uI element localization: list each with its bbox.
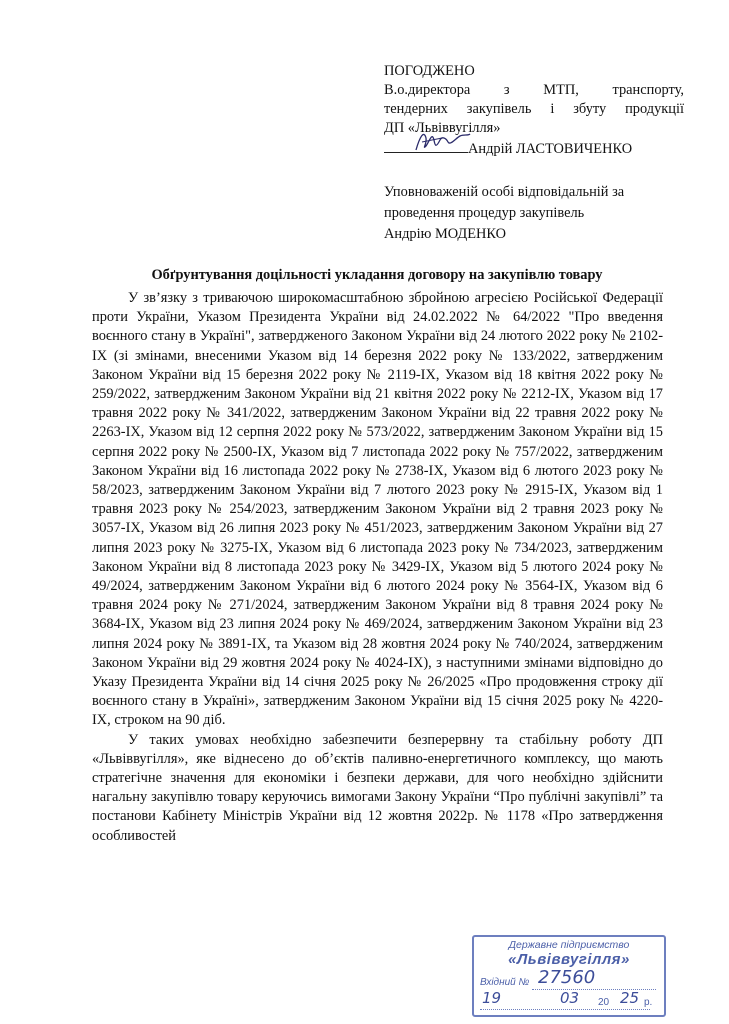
stamp-incoming-number: 27560: [538, 967, 596, 988]
stamp-r-suffix: р.: [644, 997, 653, 1008]
stamp-org-type: Державне підприємство: [508, 939, 630, 951]
signature-row: [384, 138, 684, 159]
stamp-day: 19: [482, 989, 502, 1007]
stamp-date-underline: [480, 1009, 650, 1010]
body-paragraph-2: У таких умовах необхідно забезпечити безперервну та стабільну роботу ДП «Львіввугілля», яке віднесено до об’єктів паливно-енергетичного комплексу, що мають стратегічне значення для економіки і безпеки держави, для чого необхідно здійснити нагальну закупівлю товару керуючись вимогами Закону України “Про публічні закупівлі” та постанови Кабінету Міністрів України від 12 жовтня 2022р. № 1178 «Про затвердження особливостей: [92, 731, 663, 844]
approval-position-line1: В.о.директора з МТП, транспорту,: [384, 82, 684, 98]
registration-stamp: [472, 935, 666, 1017]
body-paragraph-1: У зв’язку з триваючою широкомасштабною збройною агресією Російської Федерації проти України, Указом Президента України від 24.02.2022 № 64/2022 "Про введення воєнного стану в Україні", затвердженого Законом України від 24 лютого 2022 року № 2102-IX (зі змінами, внесеними Указом від 14 березня 2022 року № 133/2022, затвердженим Законом України від 15 березня 2022 року № 2119-IX, Указом від 18 квітня 2022 року № 259/2022, затвердженим Законом України від 21 квітня 2022 року № 2212-IX, Указом від 17 травня 2022 року № 341/2022, затвердженим Законом України від 22 травня 2022 року № 2263-IX, Указом від 12 серпня 2022 року № 573/2022, затвердженим Законом України від 15 серпня 2022 року № 2500-IX, Указом від 7 листопада 2022 року № 757/2022, затвердженим Законом України від 16 листопада 2022 року № 2738-IX, Указом від 6 лютого 2023 року № 58/2023, затвердженим Законом України від 7 лютого 2023 року № 2915-IX, Указом від 1 травня 2023 року № 254/2023, затвердженим Законом України від 2 травня 2023 року № 3057-IX, Указом від 26 липня 2023 року № 451/2023, затвердженим Законом України від 27 липня 2023 року № 3275-IX, Указом від 6 листопада 2023 року № 734/2023, затвердженим Законом України від 8 листопада 2023 року № 3429-IX, Указом від 5 лютого 2024 року № 49/2024, затвердженим Законом України від 6 лютого 2024 року № 3564-IX, Указом від 6 травня 2024 року № 271/2024, затвердженим Законом України від 8 травня 2024 року № 3684-IX, Указом від 23 липня 2024 року № 469/2024, затвердженим Законом України від 23 липня 2024 року № 3891-IX, та Указом від 28 жовтня 2024 року № 740/2024, затвердженим Законом України від 29 жовтня 2024 року № 4024-IX), з наступними змінами відповідно до Указу Президента України від 14 січня 2025 року № 26/2025 «Про продовження строку дії воєнного стану в Україні», затвердженим Законом України від 15 січня 2025 року № 4220-IX, строком на 90 діб.: [92, 290, 663, 729]
recipient-name: Андрію МОДЕНКО: [384, 226, 507, 242]
signature-line: [384, 138, 468, 153]
document-body: [92, 289, 663, 846]
approval-position-line2: тендерних закупівель і збуту продукції: [384, 101, 684, 117]
stamp-org-name: «Львіввугілля»: [508, 951, 630, 968]
approval-heading: ПОГОДЖЕНО: [384, 63, 475, 79]
approval-position-line3: ДП «Львіввугілля»: [384, 120, 501, 136]
stamp-year: 25: [620, 989, 640, 1007]
recipient-line1: Уповноваженій особі відповідальній за: [384, 184, 625, 200]
approval-block: [384, 62, 684, 159]
document-title: Обґрунтування доцільності укладання договору на закупівлю товару: [151, 267, 603, 283]
stamp-year-prefix: 20: [598, 997, 610, 1008]
stamp-incoming-label: Вхідний №: [480, 977, 530, 988]
stamp-month: 03: [560, 989, 580, 1007]
recipient-block: [384, 182, 684, 245]
recipient-line2: проведення процедур закупівель: [384, 205, 585, 221]
handwritten-signature: [412, 126, 472, 154]
approval-signer-name: Андрій ЛАСТОВИЧЕНКО: [468, 141, 633, 157]
